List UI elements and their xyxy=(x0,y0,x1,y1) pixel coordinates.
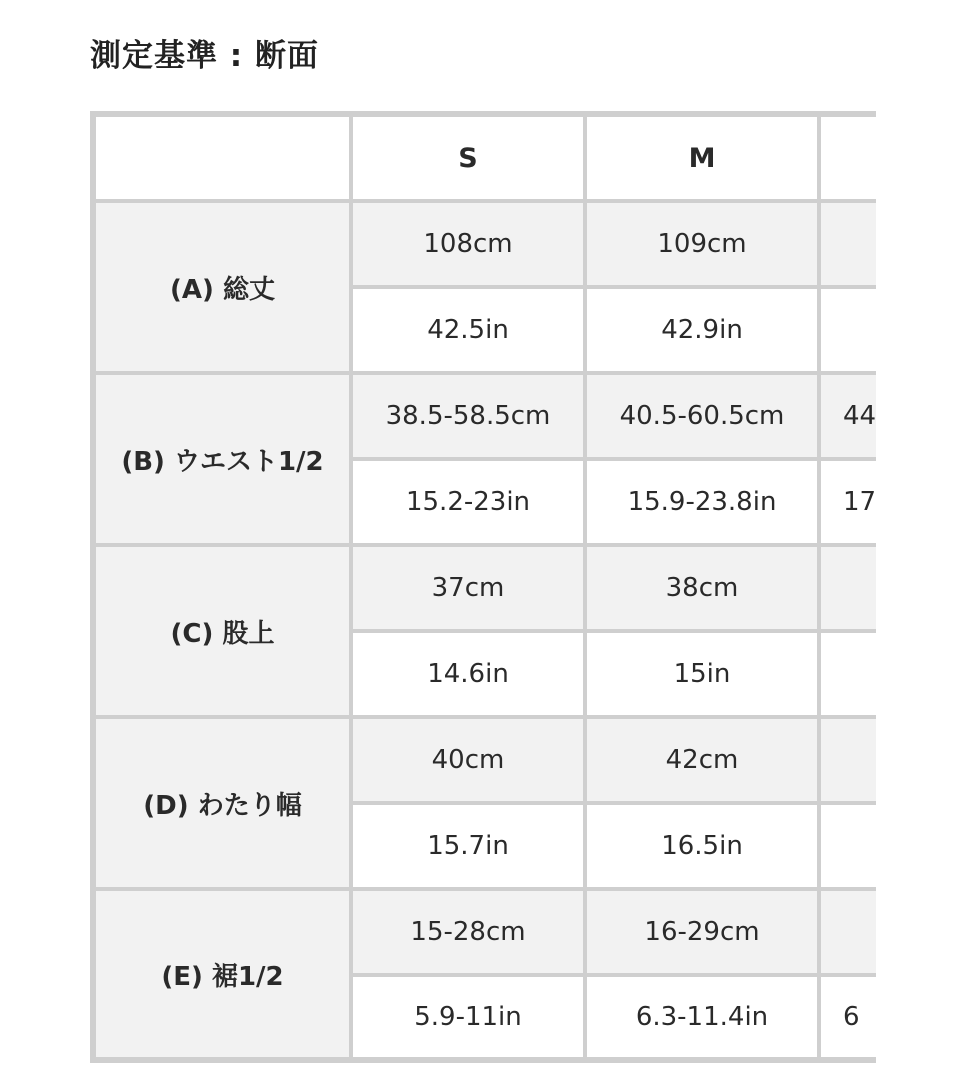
cell-b-m-in: 15.9-23.8in xyxy=(587,461,817,543)
row-label-b: (B) ウエスト1/2 xyxy=(96,375,349,543)
size-table xyxy=(90,111,876,1063)
cell-c-s-cm: 37cm xyxy=(353,547,583,629)
cell-d-m-in: 16.5in xyxy=(587,805,817,887)
cell-e-m-in: 6.3-11.4in xyxy=(587,977,817,1057)
cell-a-next-cm xyxy=(821,203,876,285)
cell-b-s-cm: 38.5-58.5cm xyxy=(353,375,583,457)
cell-c-next-cm xyxy=(821,547,876,629)
header-size-s: S xyxy=(353,117,583,199)
row-label-e: (E) 裾1/2 xyxy=(96,891,349,1057)
cell-a-m-cm: 109cm xyxy=(587,203,817,285)
cell-d-m-cm: 42cm xyxy=(587,719,817,801)
cell-b-next-in: 17 xyxy=(821,461,876,543)
cell-d-s-in: 15.7in xyxy=(353,805,583,887)
row-label-c: (C) 股上 xyxy=(96,547,349,715)
cell-a-m-in: 42.9in xyxy=(587,289,817,371)
cell-a-next-in xyxy=(821,289,876,371)
cell-b-m-cm: 40.5-60.5cm xyxy=(587,375,817,457)
cell-c-s-in: 14.6in xyxy=(353,633,583,715)
cell-c-m-in: 15in xyxy=(587,633,817,715)
row-label-a: (A) 総丈 xyxy=(96,203,349,371)
cell-a-s-cm: 108cm xyxy=(353,203,583,285)
header-size-next xyxy=(821,117,876,199)
cell-e-m-cm: 16-29cm xyxy=(587,891,817,973)
cell-c-next-in xyxy=(821,633,876,715)
header-size-m: M xyxy=(587,117,817,199)
cell-d-next-cm xyxy=(821,719,876,801)
cell-e-s-in: 5.9-11in xyxy=(353,977,583,1057)
cell-c-m-cm: 38cm xyxy=(587,547,817,629)
cell-e-next-in: 6 xyxy=(821,977,876,1057)
cell-e-s-cm: 15-28cm xyxy=(353,891,583,973)
cell-b-next-cm: 44 xyxy=(821,375,876,457)
cell-d-next-in xyxy=(821,805,876,887)
header-corner-cell xyxy=(96,117,349,199)
cell-e-next-cm xyxy=(821,891,876,973)
row-label-d: (D) わたり幅 xyxy=(96,719,349,887)
cell-b-s-in: 15.2-23in xyxy=(353,461,583,543)
cell-d-s-cm: 40cm xyxy=(353,719,583,801)
cell-a-s-in: 42.5in xyxy=(353,289,583,371)
page-title: 測定基準 : 断面 xyxy=(90,38,319,74)
